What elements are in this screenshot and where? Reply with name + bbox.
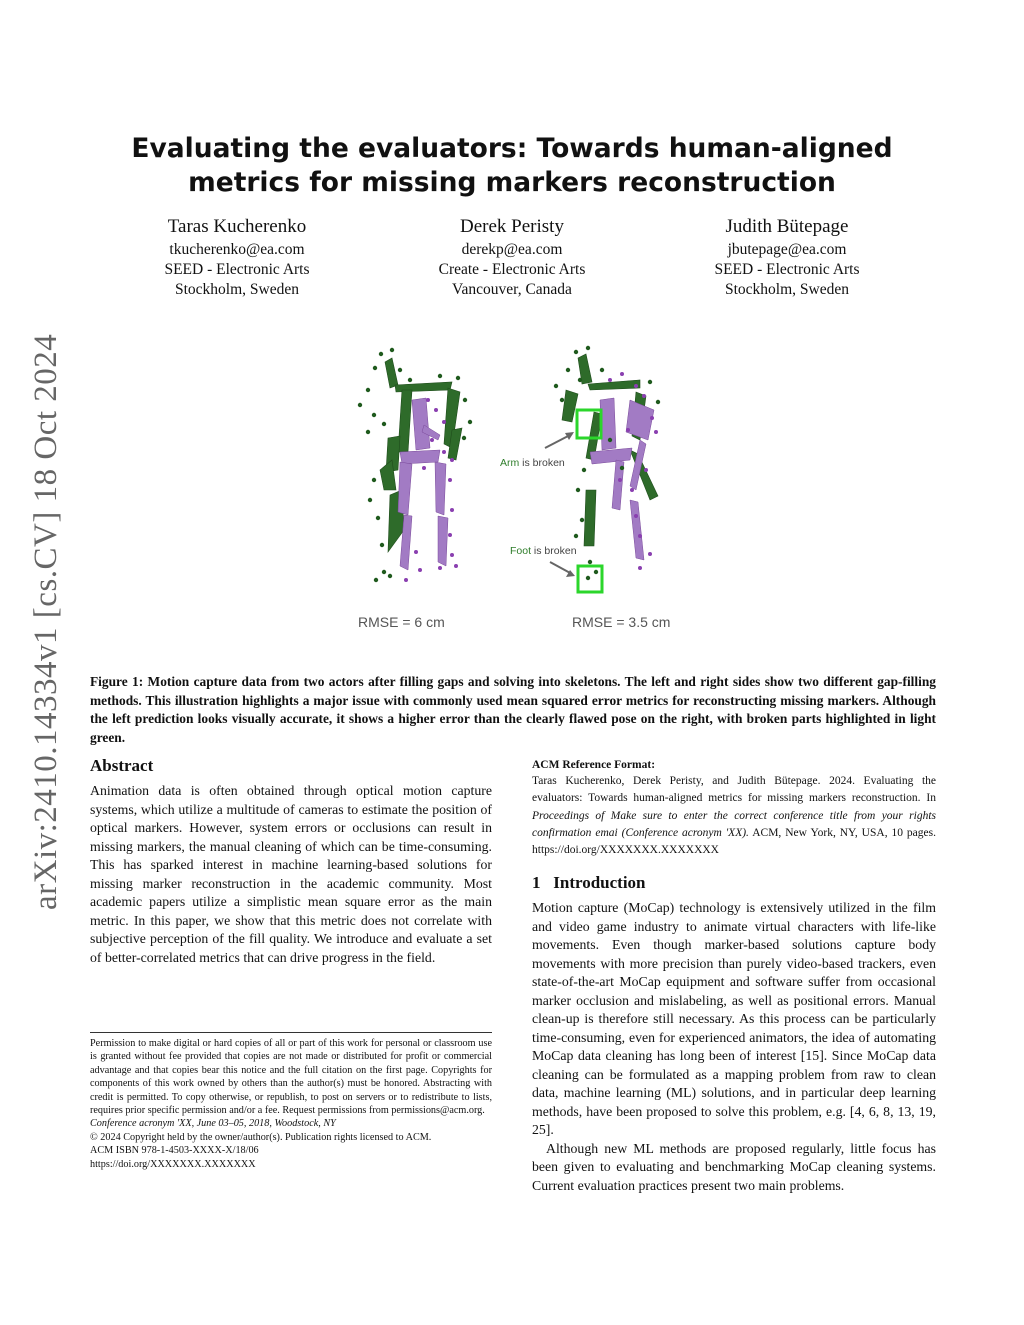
foot-broken-label: [510, 545, 577, 557]
arm-broken-label: [500, 457, 565, 469]
figure-caption: Figure 1: Motion capture data from two actors after filling gaps and solving into skeletons. The left and right sides show two different gap-filling methods. This illustration highlights a major issue with commonly used mean squared error metrics for reconstructing missing markers. Although the left prediction looks visually accurate, it shows a higher error than the clearly flawed pose on the right, with broken parts highlighted in light green.: [90, 674, 936, 745]
paper-title: Evaluating the evaluators: Towards human-aligned metrics for missing markers reconstruction: [131, 133, 893, 198]
left-markers: [358, 348, 472, 582]
author-affiliation: Create - Electronic Arts: [438, 261, 586, 278]
author-location: Stockholm, Sweden: [175, 281, 299, 298]
left-column: [90, 756, 492, 967]
acm-reference-text: [532, 773, 936, 859]
permission-text: Permission to make digital or hard copies of all or part of this work for personal or classroom use is granted without fee provided that copies are not made or distributed for profit or commercial advantage and that copies bear this notice and the full citation on the first page. Copyrights for components of this work owned by others than the author(s) must be honored. Abstracting with credit is permitted. To copy otherwise, or republish, to post on servers or to redistribute to lists, requires prior specific permission and/or a fee. Request permissions from permissions@acm.org.: [90, 1038, 492, 1117]
author-location: Stockholm, Sweden: [725, 281, 849, 298]
author-email: tkucherenko@ea.com: [169, 241, 305, 258]
bone-head: [385, 358, 398, 388]
author-email: derekp@ea.com: [461, 241, 563, 258]
right-column: [532, 758, 936, 1195]
copyright-text: © 2024 Copyright held by the owner/author(s). Publication rights licensed to ACM.: [90, 1131, 432, 1143]
acm-reference-heading: ACM Reference Format:: [532, 759, 656, 771]
left-skeleton: [358, 348, 472, 630]
bone-spine: [412, 398, 430, 450]
arxiv-sidebar-id: arXiv:2410.14334v1 [cs.CV] 18 Oct 2024: [28, 333, 64, 910]
bone-right-shoulder: [626, 400, 654, 440]
foot-rest: is broken: [531, 545, 577, 557]
author-location: Vancouver, Canada: [452, 281, 572, 298]
author-block-3: [637, 214, 937, 300]
right-skeleton: [500, 346, 670, 630]
permission-footnote: [90, 1032, 492, 1171]
foot-arrow: [550, 562, 572, 574]
bone-hips: [400, 450, 440, 464]
isbn-text: ACM ISBN 978-1-4503-XXXX-X/18/06: [90, 1145, 259, 1157]
conference-info: Conference acronym 'XX, June 03–05, 2018, Woodstock, NY: [90, 1118, 336, 1130]
foot-broken-highlight: [578, 566, 602, 592]
author-block-1: [87, 214, 387, 300]
author-name: Taras Kucherenko: [167, 216, 307, 237]
bone-right-lower-leg: [438, 516, 448, 566]
author-affiliation: SEED - Electronic Arts: [164, 261, 310, 278]
section-title: Introduction: [553, 873, 646, 893]
arm-word: Arm: [500, 457, 520, 469]
abstract-text: Animation data is often obtained through optical motion capture systems, which utilize a multitude of cameras to estimate the position of optical markers. However, system errors or occlusions can result in missing markers, the manual cleaning of which can be time-consuming. This has sparked interest in machine learning-based solutions for missing marker reconstruction in the academic community. Most academic papers utilize a simplistic mean square error as the main metric. In this paper, we show that this metric does not correlate with subjective perception of the fill quality. We introduce and evaluate a set of better-correlated metrics that can drive progress in the field.: [90, 783, 492, 965]
acm-ref-venue: Proceedings of Make sure to enter the correct conference title from your rights confirmation emai (Conference acronym 'XX).: [532, 809, 936, 839]
bone-right-leg: [630, 500, 644, 560]
foot-word: Foot: [510, 545, 532, 557]
figure-1-mocap-illustration: [340, 340, 710, 640]
introduction-paragraph-1: Motion capture (MoCap) technology is extensively utilized in the film and video game industry to animate virtual characters with life-like movements. Even though marker-based solutions capture body movements with more precision than purely video-based trackers, even state-of-the-art MoCap equipment and software suffer from occasional marker occlusion and mislabeling, as well as positional errors. Manual clean-up is therefore still necessary. As this process can be particularly time-consuming, even for experienced animators, the idea of automating MoCap data cleaning has long been of interest [15]. Since MoCap data cleaning can be formulated as a mapping problem from raw to clean data, machine learning (ML) solutions, and in particular deep learning methods, have been proposed to solve this problem, e.g. [4, 6, 8, 13, 19, 25].: [532, 900, 936, 1138]
bone-right-leg: [435, 462, 446, 515]
bone-hips: [590, 448, 632, 464]
author-block-2: [362, 214, 662, 300]
right-rmse-label: RMSE = 3.5 cm: [572, 614, 671, 630]
doi-text: https://doi.org/XXXXXXX.XXXXXXX: [90, 1158, 256, 1170]
author-name: Judith Bütepage: [725, 216, 849, 237]
bone-shoulders: [588, 380, 640, 390]
bone-left-shin: [584, 490, 596, 546]
section-number: 1: [532, 873, 541, 893]
acm-ref-after: ACM, New York, NY, USA, 10 pages. https://doi.org/XXXXXXX.XXXXXXX: [532, 826, 936, 857]
bone-left-leg: [398, 462, 412, 515]
left-rmse-label: RMSE = 6 cm: [358, 614, 445, 630]
author-affiliation: SEED - Electronic Arts: [714, 261, 860, 278]
author-email: jbutepage@ea.com: [727, 241, 847, 258]
bone-left-arm: [398, 390, 412, 452]
acm-ref-before: Taras Kucherenko, Derek Peristy, and Judith Bütepage. 2024. Evaluating the evaluators: Towards human-aligned metrics for missing markers reconstruction. In: [532, 775, 936, 805]
author-name: Derek Peristy: [460, 216, 564, 237]
introduction-paragraph-2: Although new ML methods are proposed regularly, little focus has been given to evaluating and benchmarking MoCap cleaning systems. Current evaluation practices present two main problems.: [532, 1140, 936, 1193]
abstract-heading: Abstract: [90, 756, 154, 775]
introduction-heading: [532, 873, 936, 893]
arm-rest: is broken: [519, 457, 565, 469]
